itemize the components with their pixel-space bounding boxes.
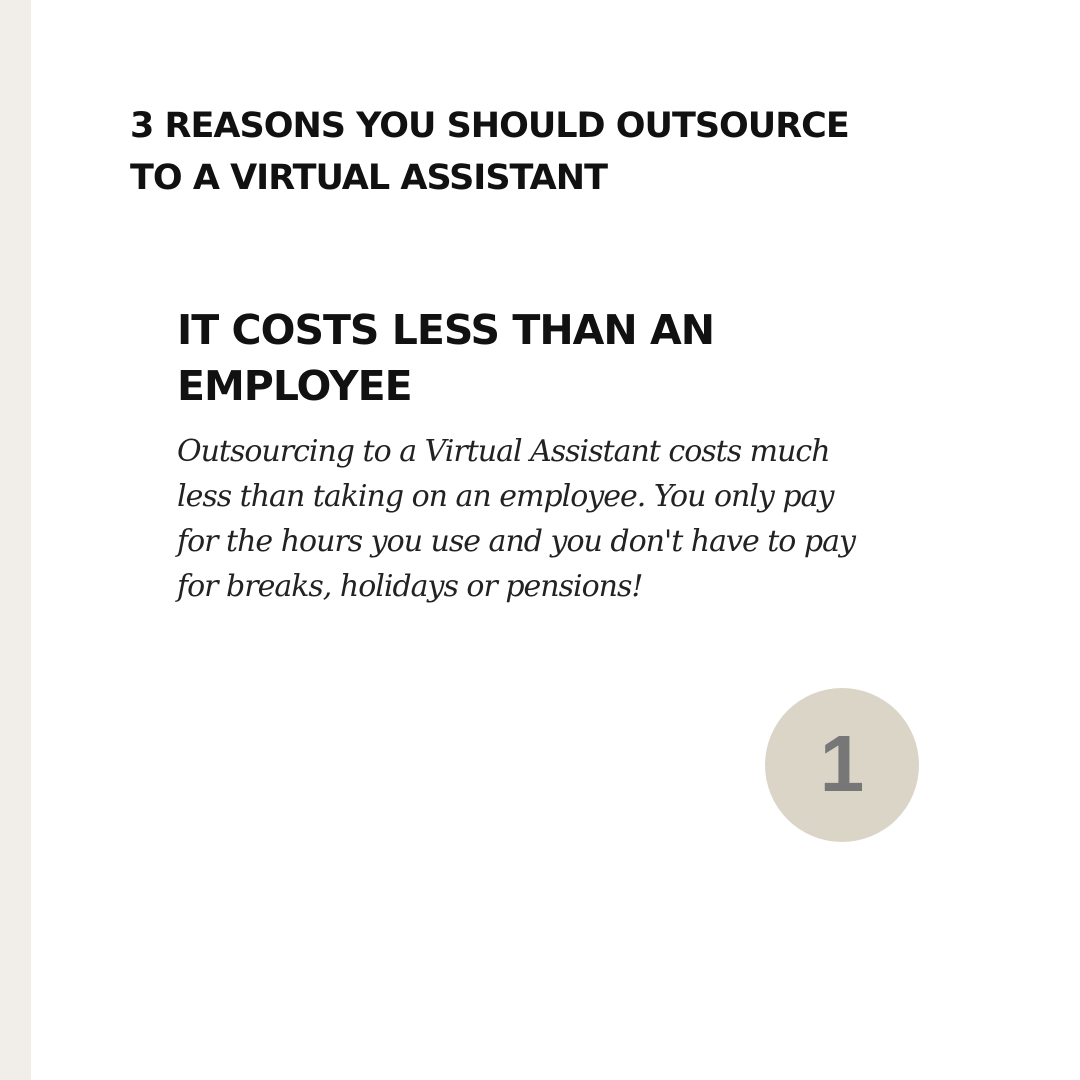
reason-heading <box>177 302 937 414</box>
reason-description-line: Outsourcing to a Virtual Assistant costs much <box>177 434 830 469</box>
reason-description-line: for breaks, holidays or pensions! <box>177 569 643 604</box>
page-title <box>130 100 970 204</box>
page-title-line-2: TO A VIRTUAL ASSISTANT <box>130 158 607 198</box>
side-strip <box>0 0 31 1080</box>
reason-heading-line-2: EMPLOYEE <box>177 362 412 410</box>
reason-heading-line-1: IT COSTS LESS THAN AN <box>177 306 715 354</box>
reason-description-line: for the hours you use and you don't have to pay <box>177 524 855 559</box>
reason-number-badge <box>765 688 919 842</box>
reason-description <box>177 429 937 609</box>
reason-number: 1 <box>819 719 865 808</box>
page-title-line-1: 3 REASONS YOU SHOULD OUTSOURCE <box>130 106 849 146</box>
reason-description-line: less than taking on an employee. You only pay <box>177 479 834 514</box>
